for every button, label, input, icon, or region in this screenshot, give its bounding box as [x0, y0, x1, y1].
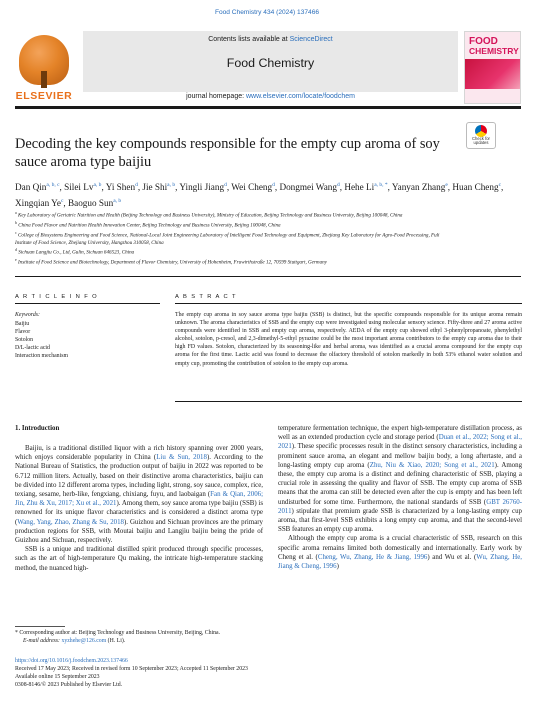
author-name[interactable]: Baoguo Sun: [68, 198, 114, 209]
contents-line: Contents lists available at ScienceDirect: [208, 36, 333, 43]
citation-link[interactable]: Fan & Qian, 2006; Jin, Zhu & Xu, 2017; Xu et al., 2021: [15, 491, 263, 508]
journal-masthead: [15, 31, 521, 102]
cover-title-line2: CHEMISTRY: [469, 46, 519, 56]
journal-cover-image[interactable]: [464, 31, 521, 104]
keyword: D/L-lactic acid: [15, 345, 50, 352]
author-name[interactable]: Yingli Jiang: [179, 182, 225, 193]
info-divider: [15, 276, 521, 277]
copyright: 0308-8146/© 2023 Published by Elsevier Ltd.: [15, 682, 123, 688]
affiliation: $^a$ Key Laboratory of Geriatric Nutrition and Health (Beijing Technology and Business University), Ministry of Education, Beijing Technology and Business University, Beijing 100048, China: [15, 211, 403, 219]
keyword: Flavor: [15, 329, 31, 336]
paragraph: Baijiu, is a traditional distilled liquor with a rich history spanning over 2000 years, which enjoys considerable popularity in China (Liu & Sun, 2018). According to the National Bureau of Statistics, the production output of baijiu in 2022 was reported to be 6.712 million liters. Actually, based on their distinctive aroma characteristics, baijiu can be divided into 12 different aroma types, including light, strong, soy sauce, complex, rice, texiang, sesame, herb-like, fengxiang, chixiang, fuyu, and laobaigan (Fan & Qian, 2006; Jin, Zhu & Xu, 2017; Xu et al., 2021). Among them, soy sauce aroma type baijiu (SSB) is renowned for its unique flavor characteristics and is considered a distinct aroma type (Wang, Yang, Zhao, Zhang & Su, 2018). Guizhou and Sichuan provinces are the primary production regions for SSB, with Moutai baijiu and Langjiu baijiu being the pride of Guizhou and Sichuan, respectively.: [15, 445, 263, 545]
received-dates: Received 17 May 2023; Received in revised form 10 September 2023; Accepted 11 September 2023: [15, 666, 248, 672]
author-name[interactable]: Hehe Li: [344, 182, 375, 193]
section-heading-introduction: 1. Introduction: [15, 425, 60, 432]
abstract-text: The empty cup aroma in soy sauce aroma type baijiu (SSB) is distinct, but the specific compounds responsible for its unique aroma remain unknown. The aroma characteristics of SSB and the empty cup were investigated using molecular sensory science. Fifty-three and 27 aroma active compounds were identified in SSB and empty cup aroma, respectively. AEDA of the empty cup showed ethyl 3-phenylpropanoate, phenylethyl alcohol, sotolon, p-cresol, and 2,3-dimethyl-5-ethyl pyrazine could be the most important aroma contributors to the empty cup aroma due to their high FD values. Sotolon, characterized by its seasoning-like and herbal aroma, was identified as a crucial aroma compound for the empty cup aroma for the first time. Lactic acid was found to decrease the olfactory threshold of sotolon markedly in both 53% ethanol water solution and empty cup, promoting the contribution of sotolon to the empty cup aroma.: [175, 312, 522, 367]
cover-title-line1: FOOD: [469, 36, 498, 47]
citation-link[interactable]: Wu, Zhang, He, Jiang & Cheng, 1996: [278, 553, 522, 571]
header-divider: [15, 106, 521, 109]
intro-left-column: [15, 444, 263, 573]
keyword-list: [15, 320, 68, 360]
author-affiliation-mark[interactable]: d: [135, 182, 138, 188]
author-affiliation-mark[interactable]: a, b: [167, 182, 176, 188]
citation-link[interactable]: Liu & Sun, 2018: [156, 454, 207, 462]
sciencedirect-link[interactable]: ScienceDirect: [289, 36, 333, 43]
affiliation: $^c$ College of Biosystems Engineering and Food Science, National-Local Joint Engineering Laboratory of Intelligent Food Technology and Equipment, Zhejiang Key Laboratory for Agro-Food Processing, Fuli Institute of Food Science, Zhejiang University, Hangzhou 310058, China: [15, 230, 440, 246]
badge-label: Check for updates: [472, 136, 490, 146]
abstract-heading: A B S T R A C T: [175, 294, 237, 300]
elsevier-logo[interactable]: [15, 31, 73, 102]
homepage-link[interactable]: www.elsevier.com/locate/foodchem: [246, 93, 355, 100]
author-affiliation-mark[interactable]: a, b: [93, 182, 102, 188]
author-affiliation-mark[interactable]: c: [498, 182, 502, 188]
check-for-updates-button[interactable]: [466, 122, 496, 149]
corresponding-author-note: * Corresponding author at: Beijing Technology and Business University, Beijing, China.: [15, 630, 221, 636]
article-history: [15, 657, 521, 689]
intro-right-column: [278, 424, 522, 571]
affiliation: $^b$ China Food Flavor and Nutrition Health Innovation Center, Beijing Technology and Business University, Beijing 100048, China: [15, 220, 281, 229]
keyword: Interaction mechanism: [15, 353, 68, 360]
email-link[interactable]: xyzhehe@126.com: [61, 638, 107, 644]
citation-link[interactable]: Wang, Yang, Zhao, Zhang & Su, 2018: [17, 518, 124, 526]
doi-link[interactable]: https://doi.org/10.1016/j.foodchem.2023.137466: [15, 658, 128, 664]
author-name[interactable]: Jie Shi: [142, 182, 168, 193]
citation-link[interactable]: Cheng, Wu, Zhang, He & Jiang, 1996: [317, 553, 428, 561]
author-name[interactable]: Yi Shen: [105, 182, 136, 193]
author-affiliation-mark[interactable]: e: [445, 182, 448, 188]
email-line: E-mail address: xyzhehe@126.com (H. Li).: [23, 638, 126, 644]
author-name[interactable]: Xingqian Ye: [15, 198, 61, 209]
keyword: Sotolon: [15, 337, 34, 344]
journal-title: Food Chemistry: [226, 56, 315, 70]
affiliation: $^d$ Sichuan Langjiu Co., Ltd, Gulin, Sichuan 646523, China: [15, 247, 135, 256]
available-online: Available online 15 September 2023: [15, 674, 100, 680]
journal-banner: [83, 31, 458, 92]
paragraph: Although the empty cup aroma is a crucial characteristic of SSB, research on this specific aroma remains limited both domestically and internationally. Early work by Cheng et al. (Cheng, Wu, Zhang, He & Jiang, 1996) and Wu et al. (Wu, Zhang, He, Jiang & Cheng, 1996): [278, 535, 522, 571]
keyword: Baijiu: [15, 321, 30, 327]
publisher-name: ELSEVIER: [15, 90, 73, 102]
journal-homepage: journal homepage: www.elsevier.com/locate/foodchem: [186, 93, 355, 100]
author-affiliation-mark[interactable]: a, b, c: [46, 182, 60, 188]
affiliation: $^e$ Institute of Food Science and Biotechnology, Department of Flavor Chemistry, University of Hohenheim, Fruwirthstraße 12, 70599 Stuttgart, Germany: [15, 257, 327, 266]
author-name[interactable]: Huan Cheng: [452, 182, 499, 193]
author-affiliation-mark[interactable]: a, b, *: [374, 182, 388, 188]
paragraph: temperature fermentation technique, the expert high-temperature distillation process, as well as an extended production cycle and storage period (Duan et al., 2022; Song et al., 2021). These specific processes result in the distinct sensory characteristics, including a prominent sauce aroma, an elegant and mellow baijiu body, a long aftertaste, and a long-lasting empty cup aroma (Zhu, Niu & Xiao, 2020; Song et al., 2021). Among these, the empty cup aroma is a distinct and defining characteristic of SSB, playing a crucial role in assessing the quality and flavor of SSB. The empty cup aroma of SSB means that the aroma can still be detected even after the cup is empty and has been left undisturbed for some time. Furthermore, the national standards of SSB (GBT 26760-2011) stipulate that premium grade SSB is characterized by a long-lasting empty cup aroma, that first-level SSB exhibits a long empty cup aroma, and that the second-level SSB features an empty cup aroma.: [278, 425, 523, 534]
affiliation-list: [15, 210, 455, 267]
author-affiliation-mark[interactable]: a, b: [113, 198, 122, 205]
citation-link[interactable]: Duan et al., 2022; Song et al., 2021: [278, 434, 522, 451]
author-name[interactable]: Wei Cheng: [231, 182, 273, 193]
author-name[interactable]: Silei Lv: [64, 182, 94, 193]
author-affiliation-mark[interactable]: d: [336, 182, 340, 188]
footnote: [15, 629, 521, 645]
keywords-label: Keywords:: [15, 312, 40, 318]
citation-link[interactable]: Zhu, Niu & Xiao, 2020; Song et al., 2021: [369, 461, 495, 469]
article-title: Decoding the key compounds responsible for the empty cup aroma of soy sauce aroma type baijiu: [15, 136, 440, 170]
author-affiliation-mark[interactable]: d: [272, 182, 275, 188]
author-name[interactable]: Yanyan Zhang: [391, 182, 446, 193]
author-name[interactable]: Dongmei Wang: [279, 182, 337, 193]
author-affiliation-mark[interactable]: c: [60, 198, 64, 205]
paragraph: SSB is a unique and traditional distilled spirit produced through specific processes, such as the art of high-temperature Qu making, the intricate high-temperature stacking method, the nuanced high-: [15, 546, 263, 572]
journal-reference[interactable]: Food Chemistry 434 (2024) 137466: [214, 9, 320, 16]
author-affiliation-mark[interactable]: d: [224, 182, 227, 188]
article-info-heading: A R T I C L E I N F O: [15, 294, 99, 300]
footnote-divider: [15, 626, 65, 627]
citation-link[interactable]: GBT 26760-2011: [278, 498, 522, 515]
author-list: Dan Qin$^{a, b, c}$, Silei Lv$^{a, b}$, Yi Shen$^d$, Jie Shi$^{a, b}$, Yingli Jiang$^d$, Wei Cheng$^d$, Dongmei Wang$^d$, Hehe $Li^{a, b, *}$, Yanyan Zhang$^e$, Huan Cheng$^c$, Xingqian Ye$^c$, Baoguo Sun$^{a, b}$: [15, 182, 504, 209]
author-name[interactable]: Dan Qin: [15, 182, 47, 193]
